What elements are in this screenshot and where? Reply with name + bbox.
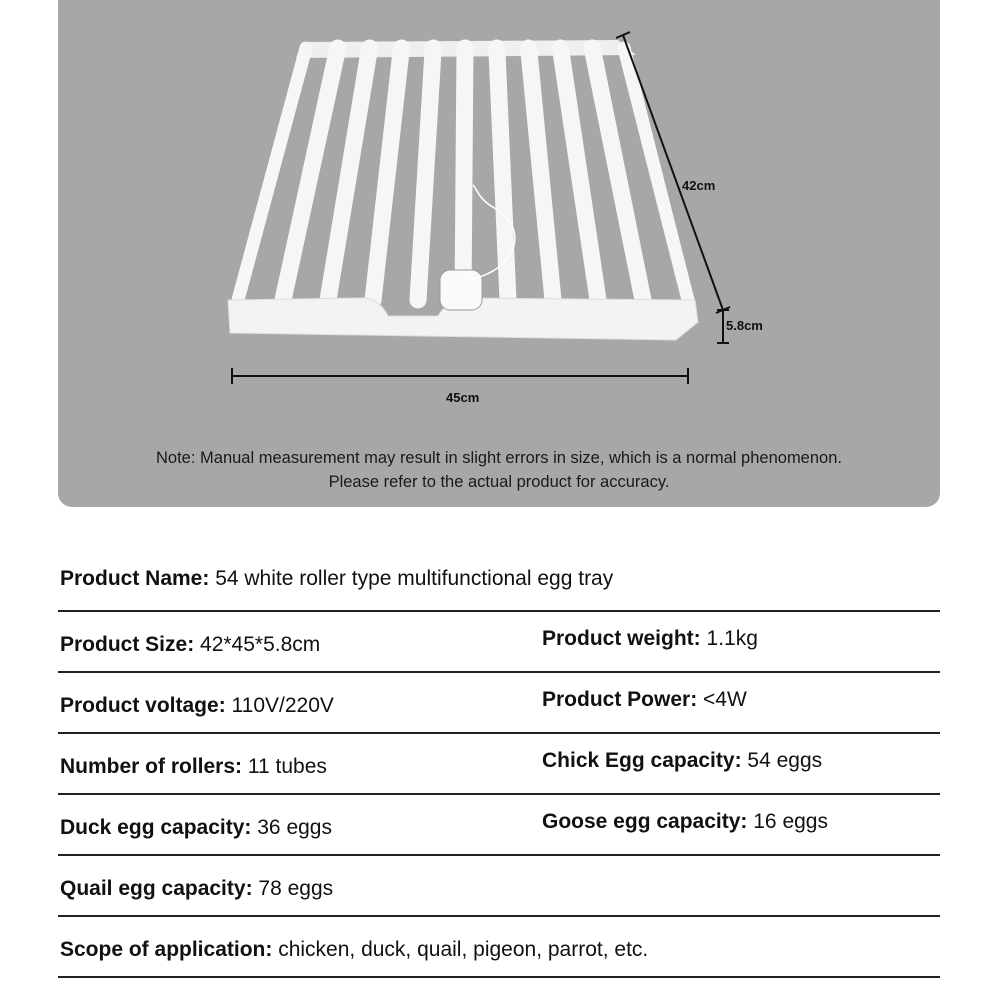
spec-label: Product voltage:: [60, 694, 226, 717]
spec-cell: [60, 816, 332, 840]
spec-label: Product Name:: [60, 567, 210, 590]
spec-value: 11 tubes: [247, 755, 327, 778]
spec-row: [58, 855, 940, 917]
spec-label: Quail egg capacity:: [60, 877, 253, 900]
spec-row: [58, 550, 940, 612]
spec-row: [58, 733, 940, 795]
motor: [440, 270, 482, 310]
spec-value: chicken, duck, quail, pigeon, parrot, etc.: [278, 938, 649, 961]
note-line: Note: Manual measurement may result in slight errors in size, which is a normal phenomenon.: [156, 449, 842, 467]
spec-value: 1.1kg: [706, 627, 758, 650]
roller-tube: [497, 48, 508, 300]
spec-cell: [60, 633, 320, 657]
spec-cell: [60, 694, 334, 718]
spec-label: Product weight:: [542, 627, 701, 650]
spec-label: Product Size:: [60, 633, 195, 656]
spec-label: Goose egg capacity:: [542, 810, 748, 833]
egg-tray-illustration: [58, 0, 940, 507]
spec-label: Scope of application:: [60, 938, 273, 961]
roller-tube: [463, 48, 465, 300]
depth-label: 42cm: [682, 178, 716, 193]
spec-value: 16 eggs: [753, 810, 828, 833]
spec-cell: [60, 938, 648, 962]
width-label: 45cm: [446, 390, 480, 405]
spec-row: [58, 916, 940, 978]
spec-cell: [542, 688, 747, 712]
spec-value: 54 eggs: [747, 749, 823, 772]
spec-cell: [60, 755, 327, 779]
spec-row: [58, 611, 940, 673]
spec-value: 36 eggs: [257, 816, 332, 839]
note-line: Please refer to the actual product for accuracy.: [328, 473, 670, 491]
spec-value: 110V/220V: [231, 694, 334, 717]
spec-value: <4W: [703, 688, 747, 711]
spec-value: 42*45*5.8cm: [200, 633, 321, 656]
spec-label: Number of rollers:: [60, 755, 243, 778]
spec-cell: [60, 877, 333, 901]
spec-row: [58, 794, 940, 856]
spec-cell: [542, 627, 758, 651]
spec-label: Chick Egg capacity:: [542, 749, 742, 772]
product-photo: [58, 0, 940, 507]
spec-cell: [542, 810, 828, 834]
roller-tube: [373, 48, 401, 300]
spec-value: 54 white roller type multifunctional egg tray: [215, 567, 614, 590]
spec-value: 78 eggs: [258, 877, 334, 900]
measurement-note: [58, 446, 940, 494]
spec-cell: [60, 567, 613, 591]
spec-label: Product Power:: [542, 688, 698, 711]
height-label: 5.8cm: [726, 318, 763, 333]
spec-cell: [542, 749, 822, 773]
spec-row: [58, 672, 940, 734]
roller-tube: [418, 48, 433, 300]
spec-label: Duck egg capacity:: [60, 816, 252, 839]
roller-tube: [529, 48, 553, 300]
